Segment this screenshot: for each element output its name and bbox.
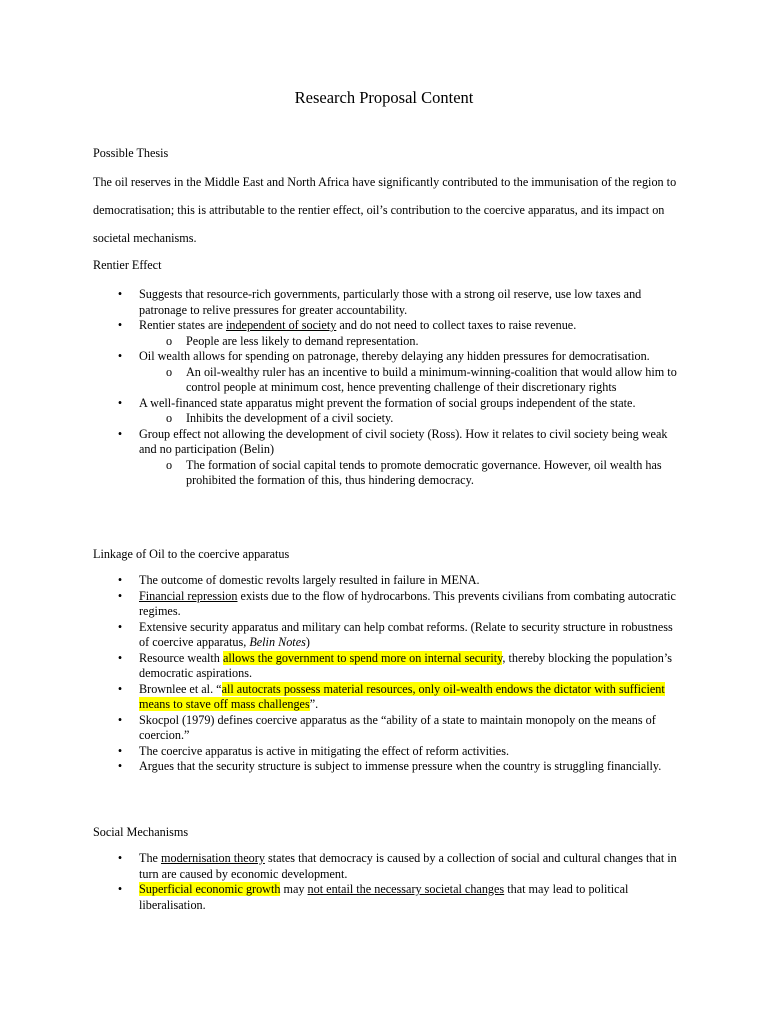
list-subitem: o The formation of social capital tends to promote democratic governance. However, oil wealth has prohibited the formation of this, thus hindering democracy. — [0, 458, 678, 489]
list-item: • The coercive apparatus is active in mitigating the effect of reform activities. — [0, 744, 679, 760]
heading-rentier-effect: Rentier Effect — [93, 258, 162, 272]
list-item: • Oil wealth allows for spending on patronage, thereby delaying any hidden pressures for democratisation. — [0, 349, 679, 365]
bullet-icon: • — [117, 681, 123, 696]
page-title: Research Proposal Content — [294, 88, 474, 107]
rentier-list — [0, 287, 768, 489]
list-item: • Extensive security apparatus and military can help combat reforms. (Relate to security structure in robustness of coercive apparatus, Belin Notes) — [0, 620, 679, 651]
list-item: • Brownlee et al. “all autocrats possess material resources, only oil-wealth endows the dictator with sufficient means to stave off mass challenges”. — [0, 682, 679, 713]
bullet-icon: • — [117, 743, 123, 758]
underlined-text: modernisation theory — [161, 851, 265, 865]
social-list — [0, 851, 768, 913]
list-item: • Suggests that resource-rich governments, particularly those with a strong oil reserve, use low taxes and patronage to relive pressures for greater accountability. — [0, 287, 679, 318]
list-item: • Superficial economic growth may not entail the necessary societal changes that may lead to political liberalisation. — [0, 882, 679, 913]
bullet-icon: • — [117, 650, 123, 665]
underlined-text: independent of society — [225, 318, 337, 332]
list-item: • Rentier states are independent of society and do not need to collect taxes to raise revenue. — [0, 318, 679, 334]
bullet-icon: • — [117, 573, 123, 587]
list-subitem: o People are less likely to demand representation. — [0, 334, 678, 350]
list-subitem: o Inhibits the development of a civil society. — [0, 411, 678, 427]
list-item: • Skocpol (1979) defines coercive apparatus as the “ability of a state to maintain monopoly on the means of coercion.” — [0, 713, 679, 744]
list-item: • Argues that the security structure is subject to immense pressure when the country is struggling financially. — [0, 759, 679, 775]
sub-bullet-icon: o — [165, 411, 173, 425]
list-item: • The modernisation theory states that democracy is caused by a collection of social and cultural changes that in turn are caused by economic development. — [0, 851, 679, 882]
thesis-text: The oil reserves in the Middle East and North Africa have significantly contributed to the immunisation of the region to democratisation; this is attributable to the rentier effect, oil’s contribution to the coercive apparatus, and its impact on societal mechanisms. — [93, 175, 677, 245]
list-item: • A well-financed state apparatus might prevent the formation of social groups independent of the state. — [0, 396, 679, 412]
bullet-icon: • — [117, 588, 123, 603]
bullet-icon: • — [117, 619, 123, 634]
list-subitem: o An oil-wealthy ruler has an incentive to build a minimum-winning-coalition that would allow him to control people at minimum cost, hence preventing challenge of their discretionary rights — [0, 365, 678, 396]
highlighted-text: allows the government to spend more on internal security — [222, 650, 503, 665]
list-item: • Financial repression exists due to the flow of hydrocarbons. This prevents civilians from combating autocratic regimes. — [0, 589, 679, 620]
bullet-icon: • — [117, 851, 123, 865]
heading-possible-thesis: Possible Thesis — [93, 146, 169, 160]
heading-coercive-apparatus: Linkage of Oil to the coercive apparatus — [93, 547, 290, 561]
highlighted-quote: all autocrats possess material resources, only oil-wealth endows the dictator with sufficient means to stave off mass challenges — [139, 681, 665, 711]
list-item: • Resource wealth allows the government to spend more on internal security, thereby blocking the population’s democratic aspirations. — [0, 651, 679, 682]
bullet-icon: • — [117, 882, 123, 896]
bullet-icon: • — [117, 318, 123, 332]
list-item: • Group effect not allowing the development of civil society (Ross). How it relates to civil society being weak and no participation (Belin) — [0, 427, 679, 458]
heading-social-mechanisms: Social Mechanisms — [93, 825, 189, 839]
underlined-text: Financial repression — [139, 588, 238, 603]
coercive-list — [0, 573, 768, 775]
bullet-icon: • — [117, 426, 123, 441]
bullet-icon: • — [117, 395, 123, 410]
bullet-icon: • — [117, 759, 123, 773]
thesis-paragraph — [93, 168, 683, 252]
bullet-icon: • — [117, 287, 123, 301]
bullet-icon: • — [117, 712, 123, 727]
sub-bullet-icon: o — [165, 333, 173, 348]
highlighted-text: Superficial economic growth — [139, 882, 281, 896]
underlined-text: not entail the necessary societal changes — [307, 882, 505, 896]
italic-text: Belin Notes — [249, 635, 306, 649]
list-item: • The outcome of domestic revolts largely resulted in failure in MENA. — [0, 573, 679, 589]
sub-bullet-icon: o — [165, 364, 173, 379]
sub-bullet-icon: o — [165, 457, 173, 472]
bullet-icon: • — [117, 349, 123, 363]
